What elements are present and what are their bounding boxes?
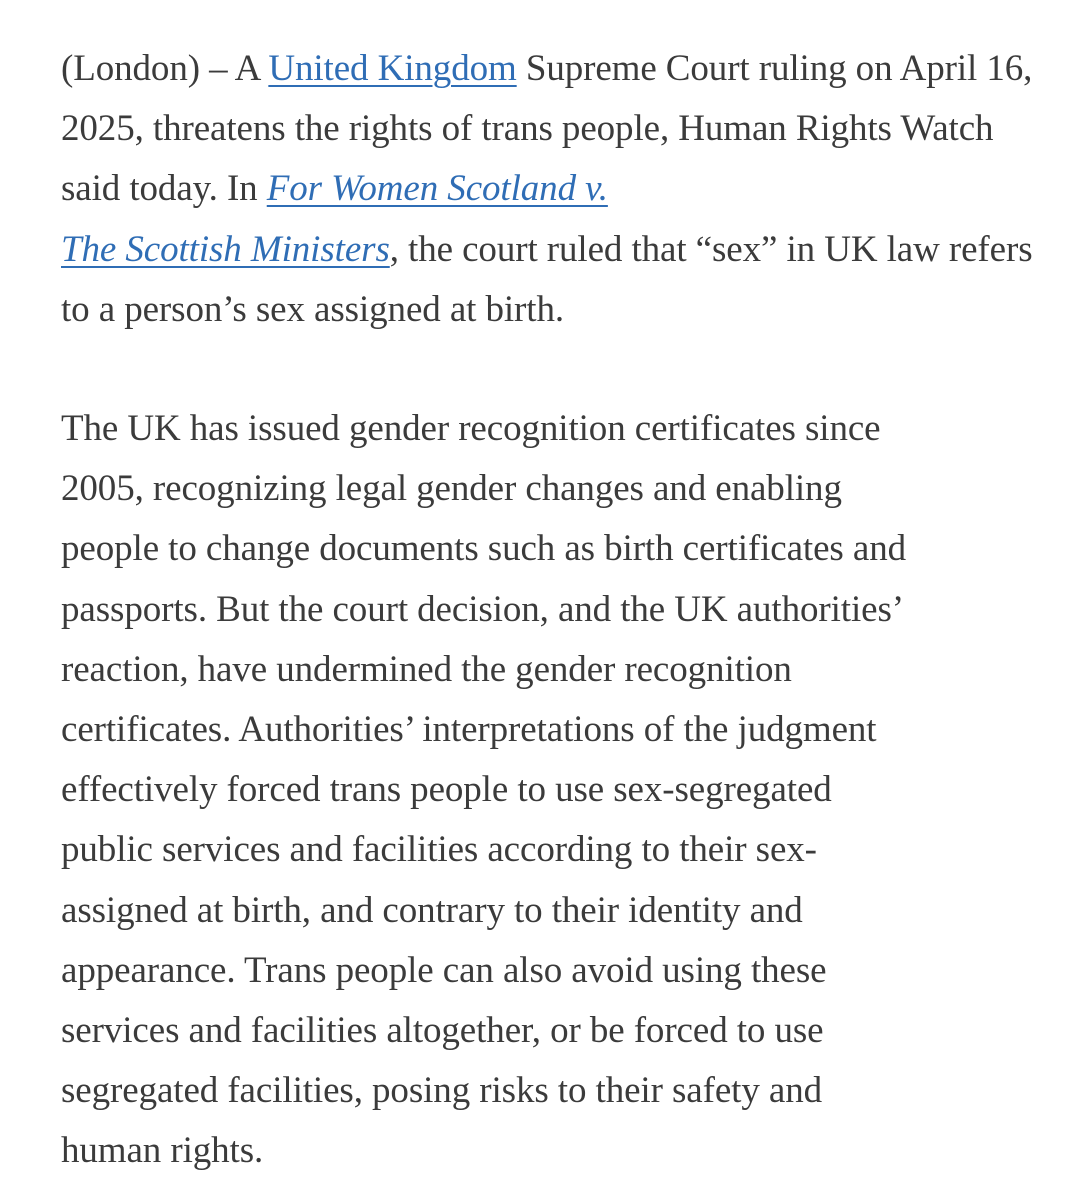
- paragraph-gender-recognition: [61, 399, 1051, 1182]
- paragraph-line: human rights.: [61, 1130, 264, 1172]
- paragraph-line: people to change documents such as birth certificates and: [61, 528, 906, 570]
- paragraph-line: certificates. Authorities’ interpretations of the judgment: [61, 709, 877, 751]
- paragraph-intro: [61, 39, 1051, 340]
- paragraph-line: services and facilities altogether, or be forced to use: [61, 1010, 824, 1052]
- intro-text-middle: Supreme Court ruling on April 16, 2025, threatens the rights of trans people, Human Rights Watch said today. In: [61, 48, 1033, 210]
- paragraph-line: appearance. Trans people can also avoid using these: [61, 949, 827, 991]
- paragraph-line: reaction, have undermined the gender recognition: [61, 648, 792, 690]
- intro-text-start: (London) – A: [61, 48, 269, 89]
- intro-text-end: , the court ruled that “sex” in UK law refers to a person’s sex assigned at birth.: [61, 228, 1033, 330]
- paragraph-line: effectively forced trans people to use sex-segregated: [61, 769, 832, 811]
- paragraph-line: 2005, recognizing legal gender changes and enabling: [61, 468, 842, 510]
- paragraph-line: public services and facilities according to their sex-: [61, 829, 817, 871]
- article-body: [61, 39, 1051, 1182]
- link-united-kingdom[interactable]: United Kingdom: [268, 48, 517, 89]
- paragraph-line: assigned at birth, and contrary to their identity and: [61, 889, 803, 931]
- paragraph-line: passports. But the court decision, and the UK authorities’: [61, 588, 904, 630]
- paragraph-line: The UK has issued gender recognition certificates since: [61, 408, 881, 450]
- paragraph-line: segregated facilities, posing risks to their safety and: [61, 1070, 823, 1112]
- case-link-line-2: The Scottish Ministers: [61, 228, 390, 270]
- case-link-line-1: For Women Scotland v.: [266, 168, 608, 210]
